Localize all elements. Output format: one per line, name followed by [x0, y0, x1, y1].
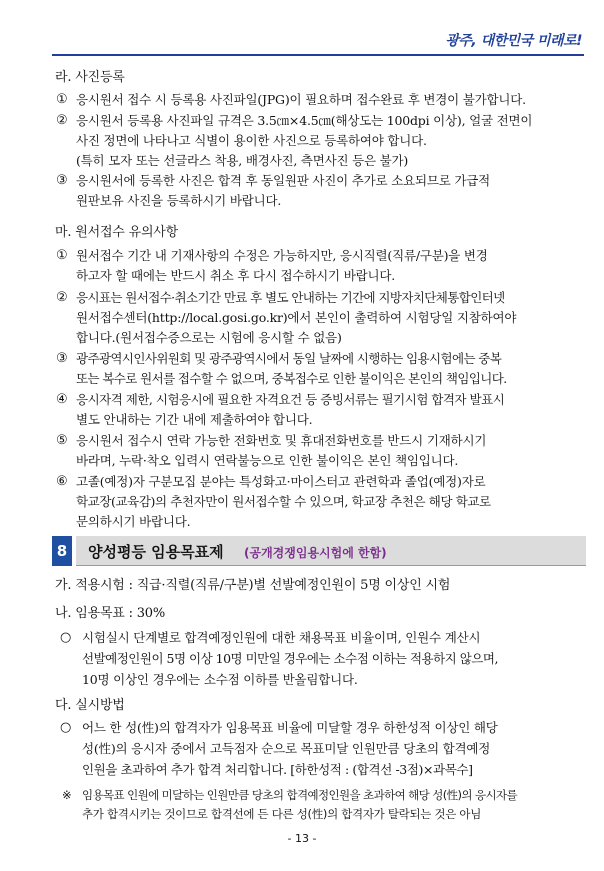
bullet-marker: ○	[60, 630, 72, 645]
subsection-target-ratio: 나. 임용목표 : 30%	[55, 606, 165, 621]
item-line: 응시자격 제한, 시험응시에 필요한 자격요건 등 증빙서류는 필기시험 합격자 발표시	[76, 392, 505, 407]
item-marker: ①	[56, 92, 68, 107]
item-marker: ②	[56, 113, 68, 128]
item-line: 하고자 할 때에는 반드시 취소 후 다시 접수하시기 바랍니다.	[76, 268, 395, 283]
item-line: 응시원서 접수 시 등록용 사진파일(JPG)이 필요하며 접수완료 후 변경이 불가합니다.	[76, 92, 526, 107]
item-line: 응시원서에 등록한 사진은 합격 후 동일원판 사진이 추가로 소요되므로 가급적	[76, 173, 490, 188]
item-line: 문의하시기 바랍니다.	[76, 514, 191, 529]
page-number: - 13 -	[287, 832, 317, 845]
item-line: 학교장(교육감)의 추천자만이 원서접수할 수 있으며, 학교장 추천은 해당 학교로	[76, 494, 491, 509]
item-line: 응시표는 원서접수·취소기간 만료 후 별도 안내하는 기간에 지방자치단체통합인터넷	[76, 290, 505, 305]
header-rule	[52, 54, 584, 56]
brand-slogan: 광주, 대한민국 미래로!	[445, 33, 582, 49]
item-line: 원서접수 기간 내 기재사항의 수정은 가능하지만, 응시직렬(직류/구분)을 변경	[76, 248, 488, 263]
item-line: 사진 정면에 나타나고 식별이 용이한 사진으로 등록하여야 합니다.	[76, 133, 427, 148]
item-marker: ③	[56, 173, 68, 188]
item-line: 바라며, 누락·착오 입력시 연락불능으로 인한 불이익은 본인 책임입니다.	[76, 453, 459, 468]
bullet-line: 10명 이상인 경우에는 소수점 이하를 반올림합니다.	[82, 672, 358, 687]
subsection-method: 다. 실시방법	[55, 698, 125, 713]
note-line: 임용목표 인원에 미달하는 인원만큼 당초의 합격예정인원을 초과하여 해당 성(性)의 응시자를	[82, 788, 518, 802]
bullet-line: 시험실시 단계별로 합격예정인원에 대한 채용목표 비율이며, 인원수 계산시	[82, 630, 481, 645]
item-line: 합니다.(원서접수증으로는 시험에 응시할 수 없음)	[76, 330, 342, 345]
item-marker: ①	[56, 248, 68, 263]
item-marker: ⑥	[56, 474, 68, 489]
bullet-line: 어느 한 성(性)의 합격자가 임용목표 비율에 미달할 경우 하한성적 이상인 해당	[82, 720, 498, 735]
item-marker: ③	[56, 351, 68, 366]
section-title: 양성평등 임용목표제	[88, 543, 224, 561]
bullet-line: 선발예정인원이 5명 이상 10명 미만일 경우에는 소수점 이하는 적용하지 않으며,	[82, 651, 498, 666]
bullet-line: 인원을 초과하여 추가 합격 처리합니다. [하한성적 : (합격선 -3점)×과목수]	[82, 762, 473, 777]
subsection-applicable-exams: 가. 적용시험 : 직급·직렬(직류/구분)별 선발예정인원이 5명 이상인 시험	[55, 578, 451, 593]
item-marker: ④	[56, 392, 68, 407]
note-marker: ※	[62, 788, 72, 802]
item-line: 원서접수센터(http://local.gosi.go.kr)에서 본인이 출력하여 시험당일 지참하여야	[76, 310, 517, 325]
item-line: 원판보유 사진을 등록하시기 바랍니다.	[76, 193, 282, 208]
section-heading-photo: 라. 사진등록	[55, 70, 125, 85]
item-line: 응시원서 접수시 연락 가능한 전화번호 및 휴대전화번호를 반드시 기재하시기	[76, 433, 487, 448]
item-line: 응시원서 등록용 사진파일 규격은 3.5㎝×4.5㎝(해상도는 100dpi 이상), 얼굴 전면이	[76, 113, 533, 128]
bullet-line: 성(性)의 응시자 중에서 고득점자 순으로 목표미달 인원만큼 당초의 합격예정	[82, 741, 491, 756]
item-line: 고졸(예정)자 구분모집 분야는 특성화고·마이스터고 관련학과 졸업(예정)자로	[76, 474, 486, 489]
note-line: 추가 합격시키는 것이므로 합격선에 든 다른 성(性)의 합격자가 탈락되는 것은 아님	[82, 807, 482, 821]
item-line: (특히 모자 또는 선글라스 착용, 배경사진, 측면사진 등은 불가)	[76, 153, 409, 168]
item-line: 또는 복수로 원서를 접수할 수 없으며, 중복접수로 인한 불이익은 본인의 책임입니다.	[76, 371, 507, 386]
item-marker: ②	[56, 290, 68, 305]
section-heading-application-notes: 마. 원서접수 유의사항	[55, 225, 179, 240]
item-marker: ⑤	[56, 433, 68, 448]
section-subtitle: (공개경쟁임용시험에 한함)	[244, 546, 387, 560]
item-line: 별도 안내하는 기간 내에 제출하여야 합니다.	[76, 412, 313, 427]
item-line: 광주광역시인사위원회 및 광주광역시에서 동일 날짜에 시행하는 임용시험에는 중복	[76, 351, 502, 366]
bullet-marker: ○	[60, 720, 72, 735]
section-number-badge: 8	[52, 536, 72, 566]
